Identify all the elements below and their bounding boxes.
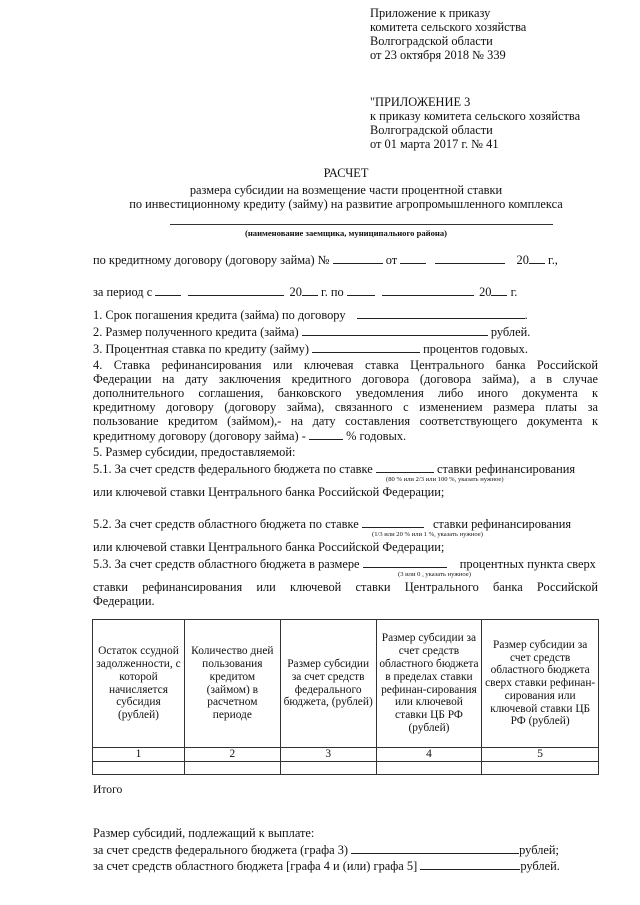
period-label: за период с <box>93 285 153 299</box>
borrower-hint: (наименование заемщика, муниципального района) <box>244 228 448 238</box>
item-5: 5. Размер субсидии, предоставляемой: <box>93 445 296 459</box>
item-4-line-3: дополнительного соглашения, банковского уведомления либо иного документа к <box>93 386 598 400</box>
payment-federal-text: за счет средств федерального бюджета (графа 3) <box>93 843 349 857</box>
item-4-line-5: пользование кредитом (займом),- на дату составления соответствующего документа к <box>93 414 598 428</box>
borrower-name-line <box>170 224 553 225</box>
period-end-month-blank <box>382 284 474 296</box>
period-end-year-blank <box>491 284 507 296</box>
item-5-1-blank <box>376 461 434 473</box>
period-start-year-prefix: 20 <box>289 285 302 299</box>
table-number-cell: 4 <box>376 748 482 762</box>
appendix3-line-1: "ПРИЛОЖЕНИЕ 3 <box>370 95 471 109</box>
table-header-cell: Размер субсидии за счет средств областного бюджета в пределах ставки рефинан-сирования или ключевой ставки ЦБ РФ (рублей) <box>376 620 482 748</box>
item-5-2 <box>93 516 598 531</box>
appendix3-line-4: от 01 марта 2017 г. № 41 <box>370 137 499 151</box>
period-end-day-blank <box>347 284 375 296</box>
item-1-end: . <box>524 308 528 322</box>
item-5-3-line-2 <box>93 580 598 608</box>
appendix3-block <box>370 95 580 151</box>
item-5-2-hint: (1/3 или 20 % или 1 %, указать нужное) <box>372 531 483 538</box>
period-start-year-blank <box>302 284 318 296</box>
annex-line-4: от 23 октября 2018 № 339 <box>370 48 506 62</box>
item-5-1-tail: ставки рефинансирования <box>436 462 576 476</box>
table-number-cell: 5 <box>482 748 599 762</box>
item-5-2-text: 5.2. За счет средств областного бюджета по ставке <box>93 517 359 531</box>
annex-line-1: Приложение к приказу <box>370 6 491 20</box>
total-label: Итого <box>93 783 123 796</box>
contract-year-prefix: 20 <box>516 253 529 267</box>
contract-label: по кредитному договору (договору займа) № <box>93 253 330 267</box>
title-line-2: по инвестиционному кредиту (займу) на развитие агропромышленного комплекса <box>129 197 563 211</box>
item-5-2-tail: ставки рефинансирования <box>432 517 572 531</box>
payment-regional-unit: рублей. <box>520 859 560 873</box>
table-row <box>93 761 599 774</box>
contract-month-blank <box>435 252 505 264</box>
item-3 <box>93 341 528 356</box>
appendix3-line-3: Волгоградской области <box>370 123 493 137</box>
annex-line-3: Волгоградской области <box>370 34 493 48</box>
item-2-text: 2. Размер полученного кредита (займа) <box>93 325 299 339</box>
table-cell <box>93 761 185 774</box>
item-5-3-tail: процентных пункта сверх <box>459 557 596 571</box>
period-start-month-blank <box>188 284 284 296</box>
table-cell <box>184 761 280 774</box>
item-2-unit: рублей. <box>490 325 531 339</box>
table-header-row <box>93 620 599 748</box>
item-5-1-text: 5.1. За счет средств федерального бюджета по ставке <box>93 462 373 476</box>
item-4 <box>93 358 598 443</box>
table-cell <box>376 761 482 774</box>
item-5-1 <box>93 461 598 476</box>
contract-number-blank <box>333 252 383 264</box>
item-3-text: 3. Процентная ставка по кредиту (займу) <box>93 342 309 356</box>
page-title: РАСЧЕТ <box>323 166 369 180</box>
subsidy-table <box>92 619 599 775</box>
title-line-1: размера субсидии на возмещение части процентной ставки <box>189 183 503 197</box>
item-5-3-text: 5.3. За счет средств областного бюджета в размере <box>93 557 360 571</box>
item-5-2-line-2: или ключевой ставки Центрального банка Российской Федерации; <box>93 540 445 554</box>
table-number-row <box>93 748 599 762</box>
period-start-day-blank <box>155 284 181 296</box>
payment-regional <box>93 858 560 873</box>
item-3-blank <box>312 341 420 353</box>
table-number-cell: 1 <box>93 748 185 762</box>
item-4-line-4: кредитному договору (договору займа), связанного с изменением размера платы за <box>93 400 598 414</box>
table-header-cell: Количество дней пользования кредитом (займом) в расчетном периоде <box>184 620 280 748</box>
payment-federal <box>93 842 559 857</box>
item-4-line-6 <box>93 428 598 443</box>
payment-regional-text: за счет средств областного бюджета [графа 4 и (или) графа 5] <box>93 859 418 873</box>
item-4-rate-label: кредитному договору (договору займа) - <box>93 429 306 443</box>
contract-year-suffix: г., <box>548 253 558 267</box>
period-to: г. по <box>321 285 344 299</box>
title-block <box>0 166 640 211</box>
period-end-year-prefix: 20 <box>479 285 492 299</box>
appendix3-line-2: к приказу комитета сельского хозяйства <box>370 109 581 123</box>
item-2-blank <box>302 324 488 336</box>
item-5-1-hint: (80 % или 2/3 или 100 %, указать нужное) <box>386 476 504 483</box>
item-5-3-line-2-text: ставки рефинансирования или ключевой ставки Центрального банка Российской <box>93 580 598 594</box>
item-4-line-2: Федерации на дату заключения кредитного договора (договора займа), а в случае <box>93 372 598 386</box>
item-5-3-hint: (3 или 0 , указать нужное) <box>398 571 471 578</box>
item-4-rate-unit: % годовых. <box>346 429 407 443</box>
item-4-rate-blank <box>309 428 343 440</box>
table-header-cell: Размер субсидии за счет средств областного бюджета сверх ставки рефинан-сирования или ключевой ставки ЦБ РФ (рублей) <box>482 620 599 748</box>
item-1 <box>93 307 528 322</box>
item-5-2-blank <box>362 516 424 528</box>
item-4-line-1: 4. Ставка рефинансирования или ключевая ставка Центрального банка Российской <box>93 358 598 372</box>
contract-line <box>93 252 558 267</box>
payment-federal-blank <box>351 842 519 854</box>
period-year-suffix: г. <box>510 285 518 299</box>
item-5-3 <box>93 556 598 571</box>
item-1-text: 1. Срок погашения кредита (займа) по договору <box>93 308 346 322</box>
table-header-cell: Размер субсидии за счет средств федерального бюджета, (рублей) <box>280 620 376 748</box>
table-cell <box>280 761 376 774</box>
annex-block <box>370 6 526 62</box>
annex-line-2: комитета сельского хозяйства <box>370 20 527 34</box>
table-header-cell: Остаток ссудной задолженности, с которой начисляется субсидия (рублей) <box>93 620 185 748</box>
item-3-unit: процентов годовых. <box>423 342 528 356</box>
item-1-blank <box>357 307 525 319</box>
contract-from: от <box>385 253 398 267</box>
item-2 <box>93 324 530 339</box>
item-5-3-line-3: Федерации. <box>93 594 155 608</box>
payment-regional-blank <box>420 858 520 870</box>
contract-day-blank <box>400 252 426 264</box>
table-cell <box>482 761 599 774</box>
item-5-1-line-2: или ключевой ставки Центрального банка Российской Федерации; <box>93 485 445 499</box>
period-line <box>93 284 517 299</box>
payment-intro: Размер субсидий, подлежащий к выплате: <box>93 826 315 840</box>
table-number-cell: 2 <box>184 748 280 762</box>
table-number-cell: 3 <box>280 748 376 762</box>
item-5-3-blank <box>363 556 447 568</box>
contract-year-blank <box>529 252 545 264</box>
payment-federal-unit: рублей; <box>519 843 559 857</box>
